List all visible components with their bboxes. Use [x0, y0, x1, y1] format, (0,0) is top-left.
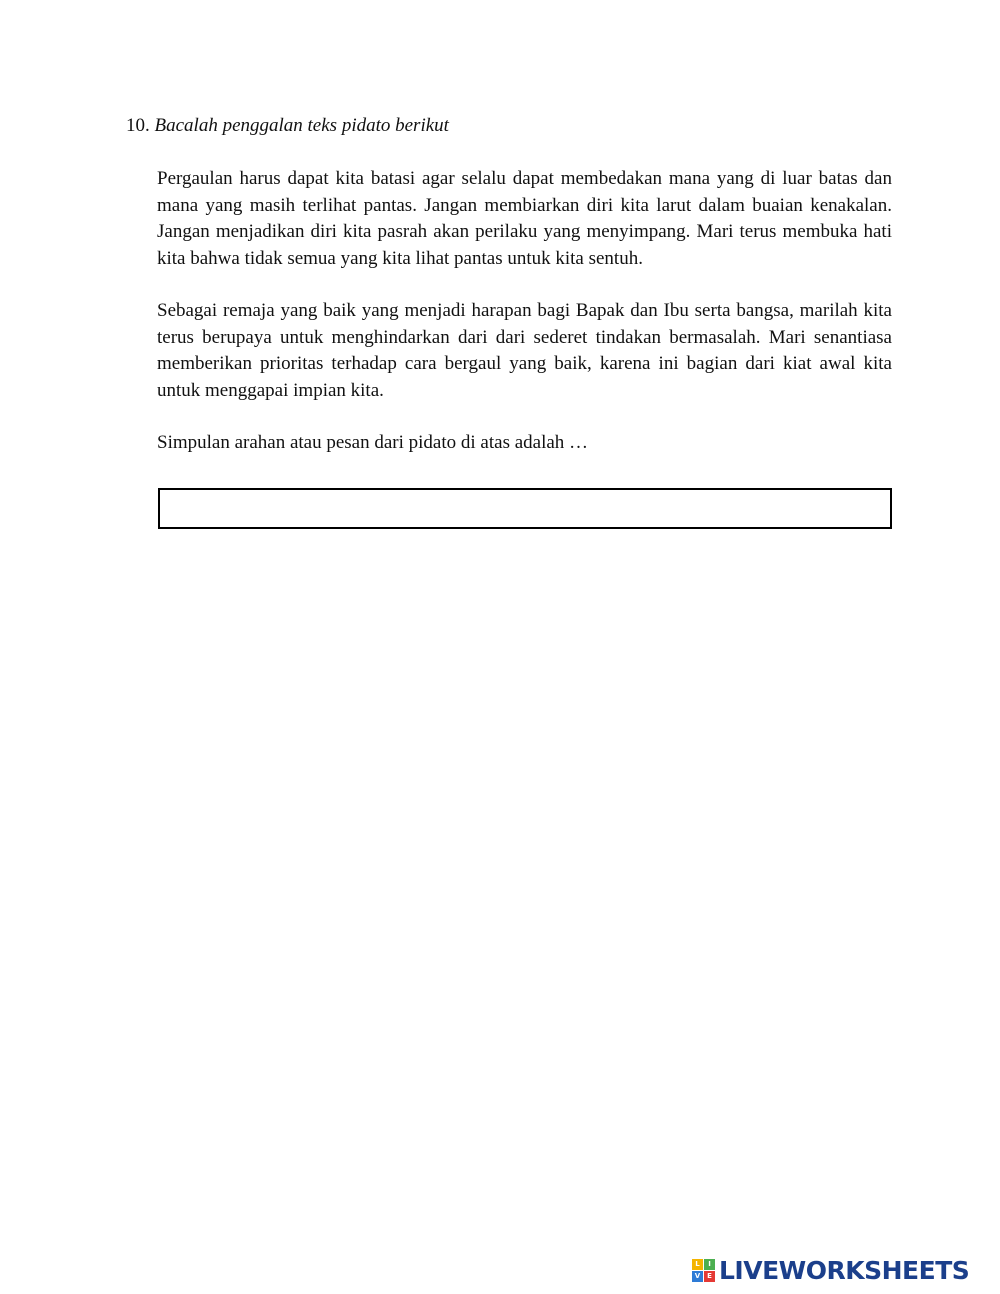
logo-letter-e: E [704, 1271, 715, 1282]
question-header [126, 114, 896, 138]
liveworksheets-icon [692, 1259, 715, 1282]
passage-paragraph-2: Sebagai remaja yang baik yang menjadi harapan bagi Bapak dan Ibu serta bangsa, marilah kita terus berupaya untuk menghindarkan dari dari sederet tindakan bermasalah. Mari senantiasa memberikan prioritas terhadap cara bergaul yang baik, karena ini bagian dari kiat awal kita untuk menggapai impian kita. [157, 300, 892, 401]
question-10 [126, 114, 896, 456]
liveworksheets-logo [692, 1255, 969, 1285]
question-number: 10. [126, 115, 150, 136]
answer-input[interactable] [158, 488, 892, 529]
logo-letter-l: L [692, 1259, 703, 1270]
question-instruction: Bacalah penggalan teks pidato berikut [154, 115, 449, 136]
logo-letter-v: V [692, 1271, 703, 1282]
logo-letter-i: I [704, 1259, 715, 1270]
question-prompt: Simpulan arahan atau pesan dari pidato di atas adalah … [157, 432, 589, 453]
passage-paragraph-1: Pergaulan harus dapat kita batasi agar selalu dapat membedakan mana yang di luar batas dan mana yang masih terlihat pantas. Jangan membiarkan diri kita larut dalam buaian kenakalan. Jangan menjadikan diri kita pasrah akan perilaku yang menyimpang. Mari terus membuka hati kita bahwa tidak semua yang kita lihat pantas untuk kita sentuh. [157, 168, 892, 269]
liveworksheets-wordmark: LIVEWORKSHEETS [719, 1255, 970, 1285]
